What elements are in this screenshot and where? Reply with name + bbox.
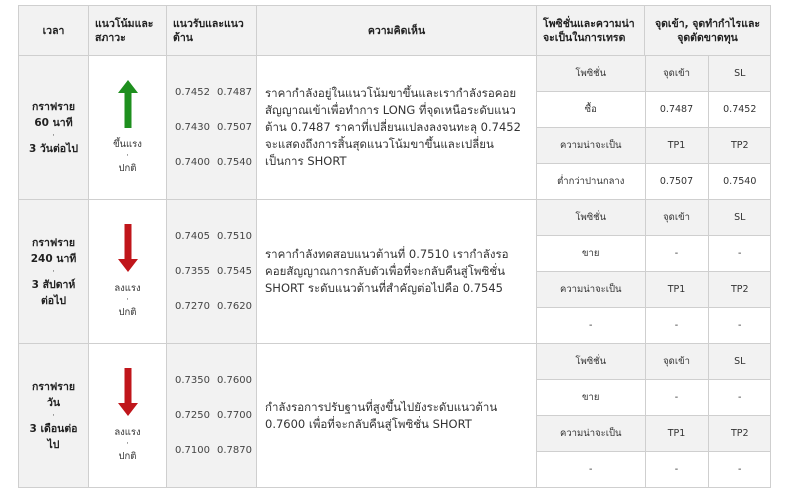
entry-label: จุดเข้า — [645, 200, 708, 236]
header-levels: แนวรับและแนวต้าน — [167, 6, 257, 56]
probability-label: ความน่าจะเป็น — [537, 416, 645, 452]
timeframe-separator: · — [52, 266, 55, 277]
level-pair — [175, 219, 256, 254]
support-level: 0.7452 — [175, 87, 210, 98]
timeframe-line2: 60 นาที — [34, 116, 73, 129]
position-side: ซื้อ — [537, 92, 645, 128]
level-pair — [175, 75, 256, 110]
trading-table-wrapper — [18, 5, 771, 488]
arrow-down-icon — [89, 368, 166, 419]
tp1-label: TP1 — [645, 272, 708, 308]
tp1-value: - — [645, 451, 708, 487]
trend-strength: ลงแรง — [114, 282, 141, 294]
level-pair — [175, 110, 256, 145]
sl-value: - — [708, 236, 771, 272]
trend-strength: ขึ้นแรง — [113, 138, 142, 150]
header-trend: แนวโน้มและสภาวะ — [89, 6, 167, 56]
timeframe-line4: ไป — [47, 438, 60, 451]
probability-value: - — [537, 451, 645, 487]
entry-label: จุดเข้า — [645, 344, 708, 380]
tp2-label: TP2 — [708, 416, 771, 452]
sl-value: 0.7452 — [708, 92, 771, 128]
trend-strength: ลงแรง — [114, 426, 141, 438]
position-label: โพซิชั่น — [537, 200, 645, 236]
tp2-value: 0.7540 — [708, 163, 771, 199]
comment-cell: ราคากำลังทดสอบแนวต้านที่ 0.7510 เรากำลังรอคอยสัญญาณการกลับตัวเพื่อที่จะกลับคืนสู่โพซิชั่น SHORT ระดับแนวต้านที่สำคัญต่อไปคือ 0.7545 — [257, 200, 537, 344]
support-level: 0.7355 — [175, 266, 210, 277]
trend-cell — [89, 200, 167, 344]
position-header-row — [537, 344, 771, 380]
level-pair — [175, 363, 256, 398]
resistance-level: 0.7487 — [217, 87, 252, 98]
sl-label: SL — [708, 56, 771, 92]
header-time: เวลา — [19, 6, 89, 56]
header-comment: ความคิดเห็น — [257, 6, 537, 56]
position-label: โพซิชั่น — [537, 344, 645, 380]
timeframe-line1: กราฟราย — [31, 236, 75, 249]
trend-cell — [89, 344, 167, 488]
position-side: ขาย — [537, 236, 645, 272]
position-value-row — [537, 92, 771, 128]
probability-label: ความน่าจะเป็น — [537, 272, 645, 308]
resistance-level: 0.7600 — [217, 375, 252, 386]
tp2-label: TP2 — [708, 272, 771, 308]
probability-value-row — [537, 163, 771, 199]
trend-condition: ปกติ — [118, 450, 137, 462]
table-row — [19, 200, 771, 344]
comment-cell: ราคากำลังอยู่ในแนวโน้มขาขึ้นและเรากำลังรอคอยสัญญาณเข้าเพื่อทำการ LONG ที่จุดเหนือระดับแนวต้าน 0.7487 ราคาที่เปลี่ยนแปลงลงจนทะลุ 0.7452 จะแสดงถึงการสิ้นสุดแนวโน้มขาขึ้นและเปลี่ยนเป็นการ SHORT — [257, 56, 537, 200]
resistance-level: 0.7700 — [217, 410, 252, 421]
tp1-value: 0.7507 — [645, 163, 708, 199]
levels-cell — [167, 344, 257, 488]
timeframe-line2: 240 นาที — [30, 252, 77, 265]
position-subtable — [537, 344, 771, 487]
header-position: โพซิชั่นและความน่าจะเป็นในการเทรด — [537, 6, 645, 56]
tp1-value: - — [645, 307, 708, 343]
timeframe-line3: 3 วันต่อไป — [28, 142, 79, 155]
resistance-level: 0.7507 — [217, 122, 252, 133]
probability-value-row — [537, 307, 771, 343]
probability-label: ความน่าจะเป็น — [537, 128, 645, 164]
position-cell — [537, 344, 771, 488]
tp2-value: - — [708, 451, 771, 487]
timeframe-line2: วัน — [46, 396, 61, 409]
trend-separator: · — [126, 294, 129, 305]
level-pair — [175, 145, 256, 180]
probability-value-row — [537, 451, 771, 487]
timeframe-line1: กราฟราย — [31, 380, 75, 393]
levels-cell — [167, 200, 257, 344]
probability-header-row — [537, 416, 771, 452]
position-cell — [537, 200, 771, 344]
table-row — [19, 56, 771, 200]
entry-value: 0.7487 — [645, 92, 708, 128]
timeframe-cell — [19, 56, 89, 200]
sl-value: - — [708, 380, 771, 416]
probability-header-row — [537, 128, 771, 164]
resistance-level: 0.7540 — [217, 157, 252, 168]
trend-condition: ปกติ — [118, 162, 137, 174]
trading-outlook-table — [18, 5, 771, 488]
position-subtable — [537, 200, 771, 343]
probability-value: ต่ำกว่าปานกลาง — [537, 163, 645, 199]
timeframe-line3: 3 สัปดาห์ — [31, 278, 76, 291]
position-side: ขาย — [537, 380, 645, 416]
trend-separator: · — [126, 150, 129, 161]
support-level: 0.7430 — [175, 122, 210, 133]
timeframe-cell — [19, 344, 89, 488]
tp2-label: TP2 — [708, 128, 771, 164]
arrow-up-icon — [89, 80, 166, 131]
resistance-level: 0.7870 — [217, 445, 252, 456]
trend-condition: ปกติ — [118, 306, 137, 318]
level-pair — [175, 254, 256, 289]
comment-cell: กำลังรอการปรับฐานที่สูงขึ้นไปยังระดับแนวต้าน 0.7600 เพื่อที่จะกลับคืนสู่โพซิชั่น SHORT — [257, 344, 537, 488]
position-cell — [537, 56, 771, 200]
table-row — [19, 344, 771, 488]
resistance-level: 0.7510 — [217, 231, 252, 242]
entry-value: - — [645, 236, 708, 272]
timeframe-cell — [19, 200, 89, 344]
header-row — [19, 6, 771, 56]
trend-cell — [89, 56, 167, 200]
sl-label: SL — [708, 200, 771, 236]
support-level: 0.7100 — [175, 445, 210, 456]
resistance-level: 0.7545 — [217, 266, 252, 277]
position-value-row — [537, 380, 771, 416]
timeframe-line4: ต่อไป — [40, 294, 67, 307]
resistance-level: 0.7620 — [217, 301, 252, 312]
support-level: 0.7405 — [175, 231, 210, 242]
support-level: 0.7400 — [175, 157, 210, 168]
tp1-label: TP1 — [645, 416, 708, 452]
probability-header-row — [537, 272, 771, 308]
position-header-row — [537, 200, 771, 236]
levels-cell — [167, 56, 257, 200]
header-entry: จุดเข้า, จุดทำกำไรและจุดตัดขาดทุน — [645, 6, 771, 56]
entry-value: - — [645, 380, 708, 416]
level-pair — [175, 433, 256, 468]
timeframe-line3: 3 เดือนต่อ — [29, 422, 78, 435]
sl-label: SL — [708, 344, 771, 380]
position-header-row — [537, 56, 771, 92]
position-label: โพซิชั่น — [537, 56, 645, 92]
support-level: 0.7250 — [175, 410, 210, 421]
timeframe-line1: กราฟราย — [31, 100, 75, 113]
probability-value: - — [537, 307, 645, 343]
tp1-label: TP1 — [645, 128, 708, 164]
support-level: 0.7270 — [175, 301, 210, 312]
arrow-down-icon — [89, 224, 166, 275]
level-pair — [175, 398, 256, 433]
position-subtable — [537, 56, 771, 199]
entry-label: จุดเข้า — [645, 56, 708, 92]
support-level: 0.7350 — [175, 375, 210, 386]
tp2-value: - — [708, 307, 771, 343]
timeframe-separator: · — [52, 130, 55, 141]
level-pair — [175, 289, 256, 324]
trend-separator: · — [126, 438, 129, 449]
timeframe-separator: · — [52, 410, 55, 421]
position-value-row — [537, 236, 771, 272]
